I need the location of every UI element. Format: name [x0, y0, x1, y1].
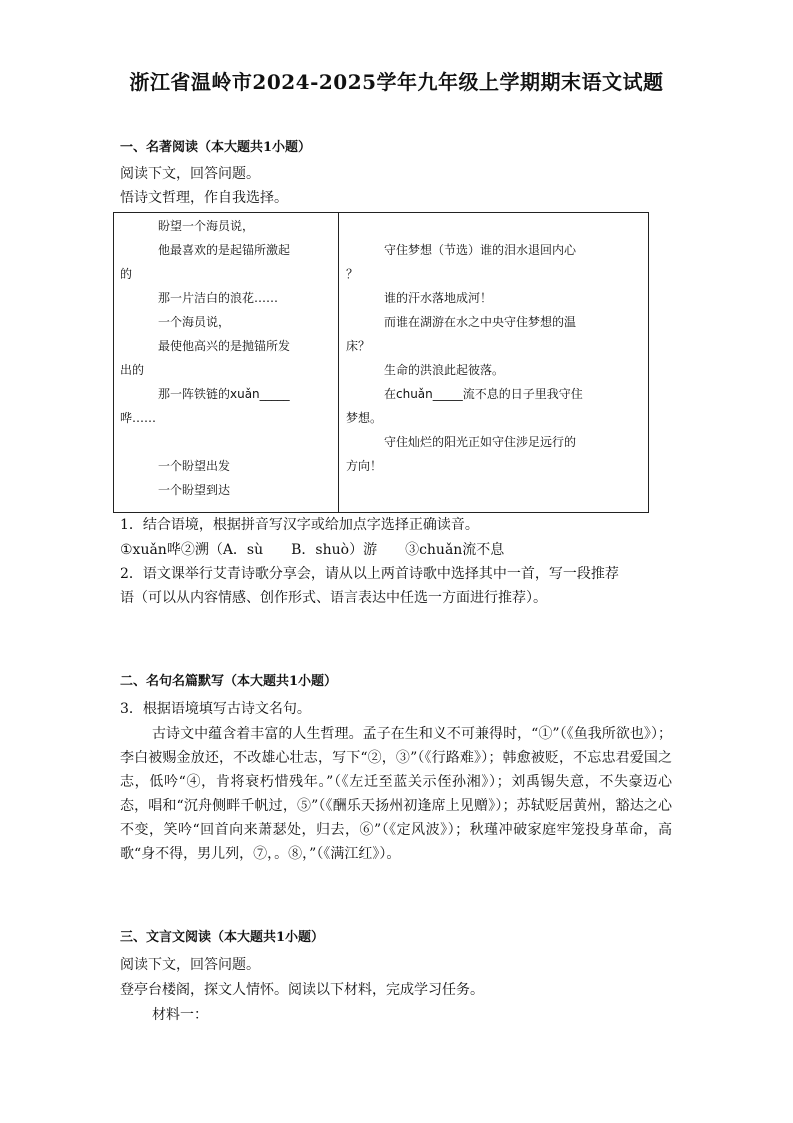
poem-left-blank-line [120, 430, 332, 454]
poem-left-line: 最使他高兴的是抛锚所发 [158, 339, 291, 353]
question-2-line1: 2．语文课举行艾青诗歌分享会，请从以上两首诗歌中选择其中一首，写一段推荐 [120, 566, 619, 582]
question-3: 3．根据语境填写古诗文名句。 [120, 701, 311, 717]
section1-heading: 一、名著阅读（本大题共1小题） [120, 140, 312, 155]
section1-intro: 阅读下文，回答问题。 [120, 166, 260, 182]
material-1-label: 材料一： [152, 1007, 208, 1023]
poem-right-line: 在chuǎn_____流不息的日子里我守住 [384, 387, 583, 401]
question-2-line2: 语（可以从内容情感、创作形式、语言表达中任选一方面进行推荐）。 [120, 590, 547, 606]
poem-left-cell [120, 213, 332, 502]
section1-theme: 悟诗文哲理，作自我选择。 [120, 190, 288, 206]
poem-right-line: 守住灿烂的阳光正如守住涉足远行的 [384, 435, 577, 449]
poem-left-line: 出的 [120, 363, 145, 377]
poem-right-line: 生命的洪浪此起彼落。 [384, 363, 505, 377]
poem-right-line: 而谁在湖游在水之中央守住梦想的温 [384, 315, 577, 329]
poem-right-line: 梦想。 [346, 411, 383, 425]
question-3-passage: 古诗文中蕴含着丰富的人生哲理。孟子在生和义不可兼得时，“①”（《鱼我所欲也》）；李白被赐金放还，不改雄心壮志，写下“②，③”（《行路难》）；韩愈被贬，不忘忠君爱国之志，低吟“④，肯将衰朽惜残年。”（《左迁至蓝关示侄孙湘》）；刘禹锡失意，不失豪迈心态，唱和“沉舟侧畔千帆过，⑤”（《酬乐天扬州初逢席上见赠》）；苏轼贬居黄州，豁达之心不变，笑吟“回首向来萧瑟处，归去，⑥”（《定风波》）；秋瑾冲破家庭牢笼投身革命，高歌“身不得，男儿列，⑦，。⑧，”（《满江红》）。 [120, 726, 672, 862]
question-1-options: ①xuǎn哗②溯（A．sù B．shuò）游 ③chuǎn流不息 [120, 542, 505, 558]
poem-right-cell [346, 213, 636, 478]
poem-left-line: 那一片洁白的浪花…… [158, 291, 279, 305]
poem-left-line: 那一阵铁链的xuǎn_____ [158, 387, 290, 401]
poem-left-line: 他最喜欢的是起锚所激起 [158, 243, 291, 257]
section3-intro: 阅读下文，回答问题。 [120, 957, 260, 973]
section3-heading: 三、文言文阅读（本大题共1小题） [120, 930, 325, 945]
poem-left-line: 盼望一个海员说， [158, 219, 255, 233]
poem-right-line: 床？ [346, 339, 371, 353]
document-title: 浙江省温岭市2024-2025学年九年级上学期期末语文试题 [129, 70, 664, 94]
question-1: 1．结合语境，根据拼音写汉字或给加点字选择正确读音。 [120, 517, 479, 533]
poem-left-line: 一个盼望出发 [158, 459, 231, 473]
poem-table [113, 212, 649, 513]
poem-left-line: 的 [120, 267, 133, 281]
poem-right-line: 谁的汗水落地成河！ [384, 291, 493, 305]
section3-task: 登亭台楼阁，探文人情怀。阅读以下材料，完成学习任务。 [120, 982, 484, 998]
poem-left-line: 一个盼望到达 [158, 483, 231, 497]
poem-left-line: 一个海员说， [158, 315, 231, 329]
section2-heading: 二、名句名篇默写（本大题共1小题） [120, 674, 338, 689]
table-divider [338, 213, 339, 512]
poem-left-line: 哗…… [120, 411, 157, 425]
poem-right-line: 守住梦想（节选）谁的泪水退回内心 [384, 243, 577, 257]
poem-right-line: 方向！ [346, 459, 383, 473]
poem-right-line: ？ [346, 267, 359, 281]
